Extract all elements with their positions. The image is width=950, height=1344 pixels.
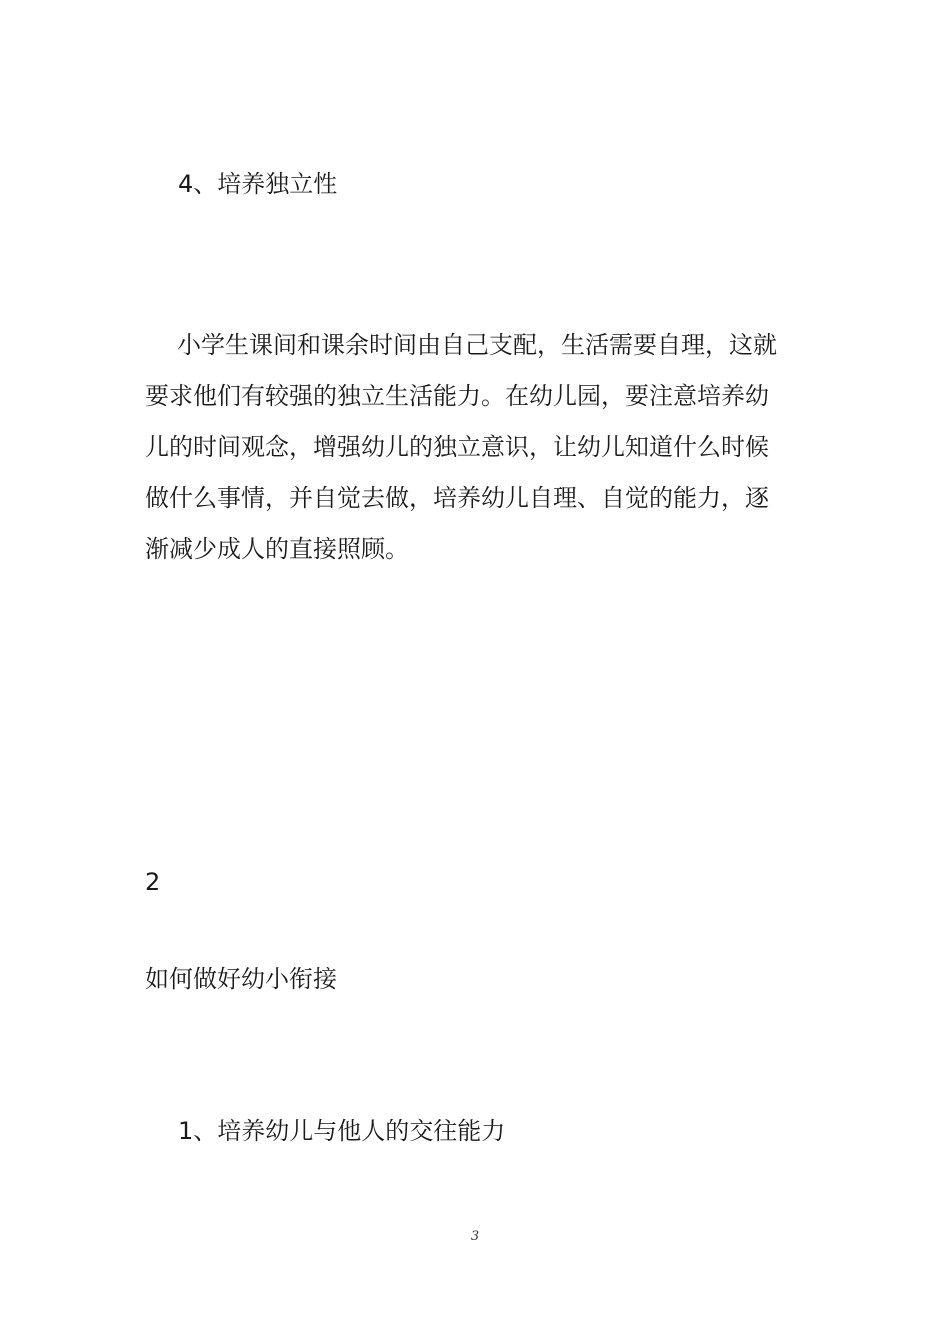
section-number: 2	[145, 868, 161, 896]
section-heading-4: 4、培养独立性	[178, 170, 338, 198]
body-paragraph	[145, 320, 825, 575]
page-number: 3	[470, 1229, 480, 1244]
paragraph-line: 儿的时间观念，增强幼儿的独立意识，让幼儿知道什么时候	[145, 433, 769, 461]
section-title: 如何做好幼小衔接	[145, 965, 337, 993]
paragraph-line: 渐减少成人的直接照顾。	[145, 535, 409, 563]
paragraph-line: 要求他们有较强的独立生活能力。在幼儿园，要注意培养幼	[145, 382, 769, 410]
paragraph-line: 做什么事情，并自觉去做，培养幼儿自理、自觉的能力，逐	[145, 484, 769, 512]
paragraph-line: 小学生课间和课余时间由自己支配，生活需要自理，这就	[177, 331, 777, 359]
section-heading-1: 1、培养幼儿与他人的交往能力	[178, 1117, 506, 1145]
